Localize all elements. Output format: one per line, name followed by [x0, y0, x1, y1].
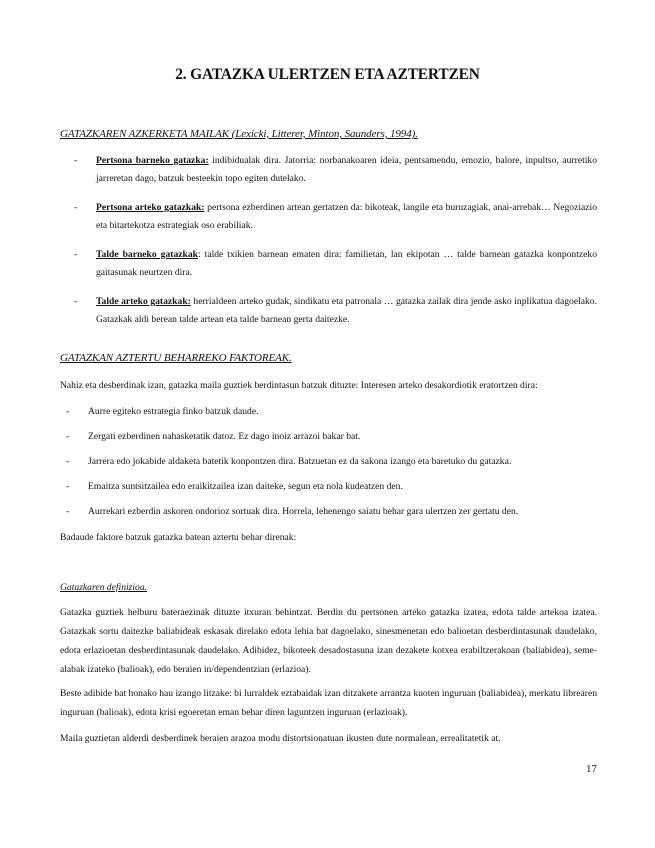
list-item	[66, 403, 597, 421]
list-item-text: Aurrekari ezberdin askoren ondorioz sortuak dira. Horrela, lehenengo saiatu behar gara ulertzen zer gertatu den.	[88, 506, 519, 517]
bullet-dash: -	[66, 506, 70, 517]
list-item	[66, 478, 597, 496]
list-item-text: indibidualak dira. Jatorria: norbanakoaren ideia, pentsamendu, emozio, balore, inpultso, aurretiko jarreretan dago, batzuk besteekin topo egiten dutelako.	[96, 155, 597, 184]
list-item	[74, 293, 597, 328]
list-item	[74, 199, 597, 234]
list-item	[66, 453, 597, 471]
bullet-dash: -	[74, 155, 78, 166]
subheading-definition: Gatazkaren definizioa.	[60, 582, 148, 593]
bullet-dash: -	[66, 481, 70, 492]
list-item	[74, 246, 597, 281]
list-item-text: Emaitza suntsitzailea edo eraikitzailea izan daiteke, segun eta nola kudeatzen den.	[88, 481, 403, 492]
definition-paragraph-2: Beste adibide bat honako hau izango litzake: bi lurraldek eztabaidak izan ditzakete arrantza kuoten inguruan (baliabidea), merkatu librearen inguruan (balioak), edota krisi egoeretan eman behar diren laguntzen inguruan (erlazioak).	[60, 688, 597, 718]
bullet-dash: -	[66, 406, 70, 417]
list-item-term: Pertsona barneko gatazka:	[96, 155, 209, 166]
list-item-text: : talde txikien barnean ematen dira: familietan, lan ekipotan … talde barnean gatazka konpontzeko gaitasunak neurtzen dira.	[96, 249, 597, 278]
factors-list	[66, 403, 597, 528]
page-number: 17	[586, 763, 597, 775]
bullet-dash: -	[66, 431, 70, 442]
list-item-term: Talde arteko gatazkak:	[96, 296, 191, 307]
list-item-text: Aurre egiteko estrategia finko batzuk daude.	[88, 406, 259, 417]
conflict-levels-list	[74, 152, 597, 340]
page-title: 2. GATAZKA ULERTZEN ETA AZTERTZEN	[175, 66, 480, 83]
bullet-dash: -	[74, 202, 78, 213]
bullet-dash: -	[66, 456, 70, 467]
list-item-term: Pertsona arteko gatazkak:	[96, 202, 205, 213]
section-heading-levels: GATAZKAREN AZKERKETA MAILAK (Lexicki, Litterer, Minton, Saunders, 1994).	[60, 128, 418, 140]
list-item-text: herrialdeen arteko gudak, sindikatu eta patronala … gatazka zailak dira jende asko inplikatua dagoelako. Gatazkak aldi berean talde artean eta talde barnean gerta daitezke.	[96, 296, 597, 325]
list-item	[66, 428, 597, 446]
bullet-dash: -	[74, 296, 78, 307]
section-intro: Nahiz eta desberdinak izan, gatazka maila guztiek berdintasun batzuk dituzte: Interesen arteko desakordiotik eratortzen dira:	[60, 380, 538, 391]
list-item	[66, 503, 597, 521]
definition-paragraph-1: Gatazka guztiek helburu bateraezinak dituzte itxuran behintzat. Berdin du pertsonen arteko gatazka izatea, edota talde artekoa izatea. Gatazkak sortu daitezke baliabideak eskasak direlako edota lehia bat dagoelako, sinesmenetan edo balioetan desberdintasunak daudelako, edota erlazioetan desberdintasunak daudelako. Adibidez, bikoteek desadostasuna izan dezakete kotxea erabiltzerakoan (baliabidea), seme-alabak izateko (balioak), edo beraien in/dependentzian (erlazioa).	[60, 607, 597, 675]
section-heading-factors: GATAZKAN AZTERTU BEHARREKO FAKTOREAK.	[60, 352, 292, 364]
list-item-term: Talde barneko gatazkak	[96, 249, 198, 260]
list-item-text: Zergati ezberdinen nahasketatik datoz. Ez dago inoiz arrazoi bakar bat.	[88, 431, 361, 442]
section-outro: Badaude faktore batzuk gatazka batean aztertu behar direnak:	[60, 532, 297, 543]
list-item-text: Jarrera edo jokabide aldaketa batetik konpontzen dira. Batzuetan ez da sakona izango eta baretuko du gatazka.	[88, 456, 512, 467]
definition-paragraph-3: Maila guztietan alderdi desberdinek beraien arazoa modu distortsionatuan ikusten dute normalean, errealitatetik at.	[60, 733, 501, 744]
bullet-dash: -	[74, 249, 78, 260]
list-item-text: pertsona ezberdinen artean gertatzen da: bikoteak, langile eta buruzagiak, anai-arrebak… Negoziazio eta bitartekotza estrategiak oso erabiliak.	[96, 202, 597, 231]
list-item	[74, 152, 597, 187]
